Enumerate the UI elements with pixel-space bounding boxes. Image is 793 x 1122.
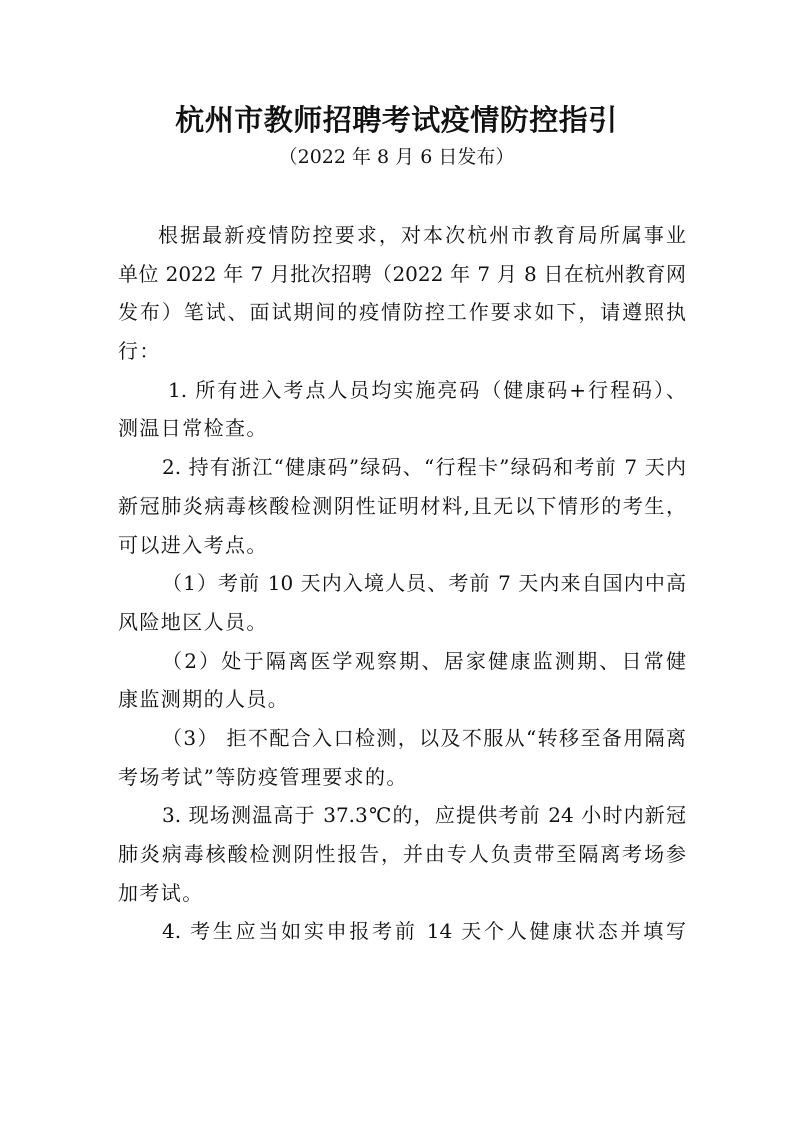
paragraph-line: （3） 拒不配合入口检测，以及不服从“转移至备用隔离	[162, 725, 686, 750]
paragraph-line: 3. 现场测温高于 37.3℃的，应提供考前 24 小时内新冠	[162, 803, 686, 828]
paragraph-line: 4. 考生应当如实申报考前 14 天个人健康状态并填写	[162, 919, 686, 944]
document-body	[118, 216, 686, 951]
paragraph-line: （2）处于隔离医学观察期、居家健康监测期、日常健	[162, 648, 686, 673]
paragraph-line: 康监测期的人员。	[118, 687, 290, 712]
paragraph-line: 考场考试”等防疫管理要求的。	[118, 764, 408, 789]
paragraph-line: 单位 2022 年 7 月批次招聘（2022 年 7 月 8 日在杭州教育网	[118, 261, 686, 286]
paragraph-line: 发布）笔试、面试期间的疫情防控工作要求如下，请遵照执	[118, 300, 686, 325]
document-title: 杭州市教师招聘考试疫情防控指引	[175, 103, 618, 137]
paragraph-line: 2. 持有浙江“健康码”绿码、“行程卡”绿码和考前 7 天内	[162, 455, 686, 480]
paragraph-line: （1）考前 10 天内入境人员、考前 7 天内来自国内中高	[162, 571, 686, 596]
publish-date: （2022 年 8 月 6 日发布）	[278, 146, 515, 168]
paragraph-line: 测温日常检查。	[118, 416, 268, 441]
paragraph-line: 根据最新疫情防控要求，对本次杭州市教育局所属事业	[158, 223, 686, 247]
paragraph-line: 行：	[118, 339, 161, 364]
paragraph-line: 可以进入考点。	[118, 532, 268, 557]
paragraph-line: 加考试。	[118, 880, 204, 905]
paragraph-line: 新冠肺炎病毒核酸检测阴性证明材料,且无以下情形的考生，	[118, 493, 686, 518]
paragraph-line: 风险地区人员。	[118, 609, 268, 634]
paragraph-line: 1. 所有进入考点人员均实施亮码（健康码+行程码）、	[168, 377, 686, 402]
paragraph-line: 肺炎病毒核酸检测阴性报告，并由专人负责带至隔离考场参	[118, 842, 686, 866]
